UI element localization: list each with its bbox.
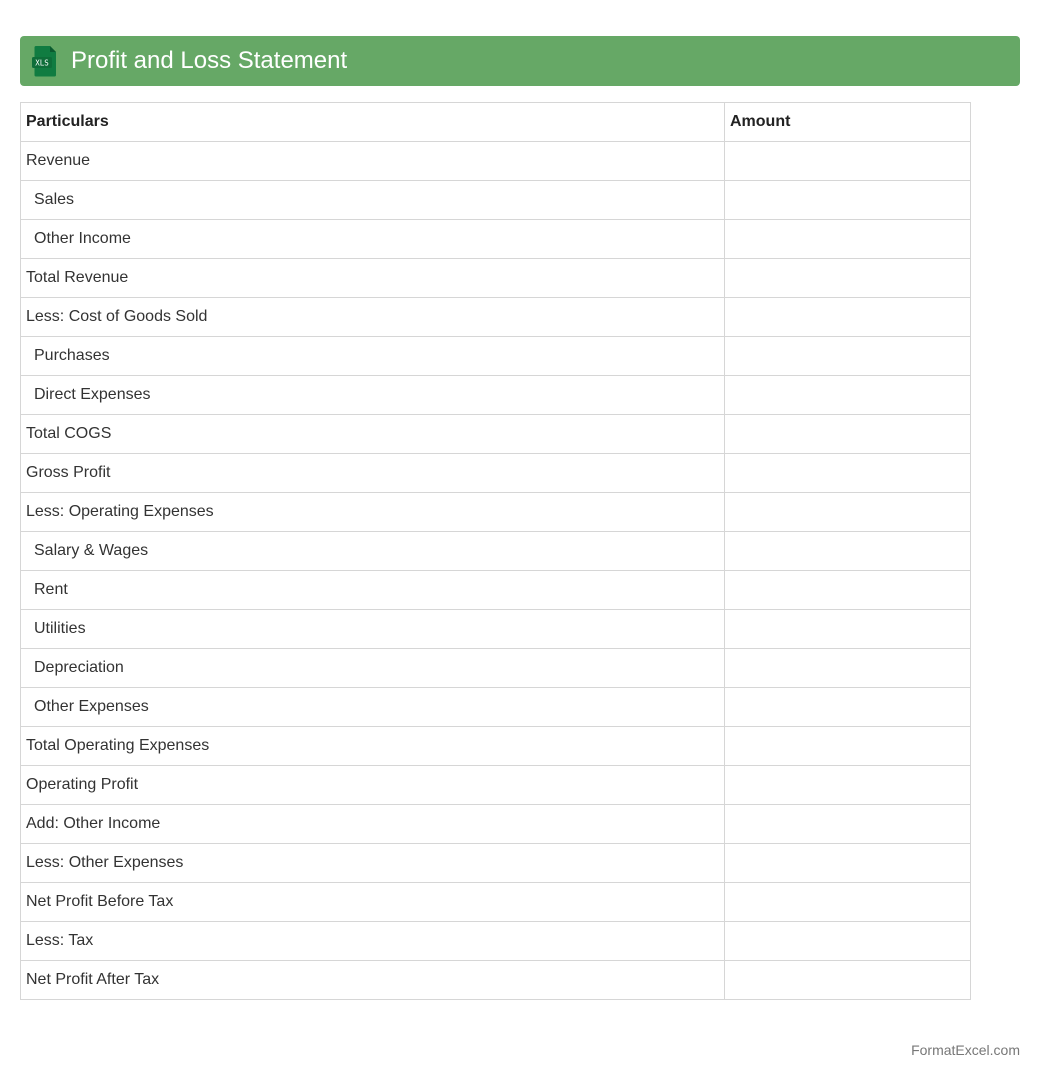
particulars-cell: Sales: [21, 181, 725, 220]
table-row: [21, 961, 971, 1000]
amount-cell[interactable]: [725, 922, 971, 961]
table-row: [21, 259, 971, 298]
table-row: [21, 727, 971, 766]
table-row: [21, 142, 971, 181]
amount-cell[interactable]: [725, 532, 971, 571]
profit-loss-table: [20, 102, 971, 1000]
particulars-cell: Other Income: [21, 220, 725, 259]
column-header-amount: Amount: [725, 103, 971, 142]
amount-cell[interactable]: [725, 376, 971, 415]
table-row: [21, 883, 971, 922]
particulars-cell: Less: Tax: [21, 922, 725, 961]
page-title: Profit and Loss Statement: [71, 47, 348, 74]
table-row: [21, 337, 971, 376]
table-body: [21, 142, 971, 1000]
table-row: [21, 220, 971, 259]
table-row: [21, 532, 971, 571]
amount-cell[interactable]: [725, 493, 971, 532]
amount-cell[interactable]: [725, 727, 971, 766]
table-header-row: [21, 103, 971, 142]
amount-cell[interactable]: [725, 181, 971, 220]
amount-cell[interactable]: [725, 298, 971, 337]
particulars-cell: Rent: [21, 571, 725, 610]
particulars-cell: Net Profit After Tax: [21, 961, 725, 1000]
particulars-cell: Operating Profit: [21, 766, 725, 805]
amount-cell[interactable]: [725, 415, 971, 454]
table-row: [21, 610, 971, 649]
particulars-cell: Less: Operating Expenses: [21, 493, 725, 532]
table-row: [21, 688, 971, 727]
amount-cell[interactable]: [725, 649, 971, 688]
title-bar: [20, 36, 1020, 86]
amount-cell[interactable]: [725, 337, 971, 376]
amount-cell[interactable]: [725, 454, 971, 493]
table-row: [21, 844, 971, 883]
table-row: [21, 649, 971, 688]
site-credit: FormatExcel.com: [911, 1042, 1020, 1058]
particulars-cell: Total Operating Expenses: [21, 727, 725, 766]
particulars-cell: Depreciation: [21, 649, 725, 688]
particulars-cell: Less: Cost of Goods Sold: [21, 298, 725, 337]
particulars-cell: Direct Expenses: [21, 376, 725, 415]
amount-cell[interactable]: [725, 610, 971, 649]
table-row: [21, 181, 971, 220]
particulars-cell: Salary & Wages: [21, 532, 725, 571]
particulars-cell: Purchases: [21, 337, 725, 376]
table-row: [21, 454, 971, 493]
table-row: [21, 298, 971, 337]
amount-cell[interactable]: [725, 688, 971, 727]
particulars-cell: Total COGS: [21, 415, 725, 454]
amount-cell[interactable]: [725, 961, 971, 1000]
amount-cell[interactable]: [725, 766, 971, 805]
particulars-cell: Total Revenue: [21, 259, 725, 298]
xls-file-icon: [30, 45, 60, 77]
table-row: [21, 415, 971, 454]
particulars-cell: Revenue: [21, 142, 725, 181]
amount-cell[interactable]: [725, 844, 971, 883]
amount-cell[interactable]: [725, 571, 971, 610]
particulars-cell: Less: Other Expenses: [21, 844, 725, 883]
table-row: [21, 922, 971, 961]
particulars-cell: Other Expenses: [21, 688, 725, 727]
amount-cell[interactable]: [725, 142, 971, 181]
amount-cell[interactable]: [725, 259, 971, 298]
amount-cell[interactable]: [725, 805, 971, 844]
amount-cell[interactable]: [725, 883, 971, 922]
particulars-cell: Add: Other Income: [21, 805, 725, 844]
particulars-cell: Net Profit Before Tax: [21, 883, 725, 922]
particulars-cell: Utilities: [21, 610, 725, 649]
table-row: [21, 805, 971, 844]
amount-cell[interactable]: [725, 220, 971, 259]
table-row: [21, 766, 971, 805]
table-row: [21, 571, 971, 610]
xls-icon-label: XLS: [35, 58, 49, 68]
table-row: [21, 493, 971, 532]
particulars-cell: Gross Profit: [21, 454, 725, 493]
table-row: [21, 376, 971, 415]
column-header-particulars: Particulars: [21, 103, 725, 142]
